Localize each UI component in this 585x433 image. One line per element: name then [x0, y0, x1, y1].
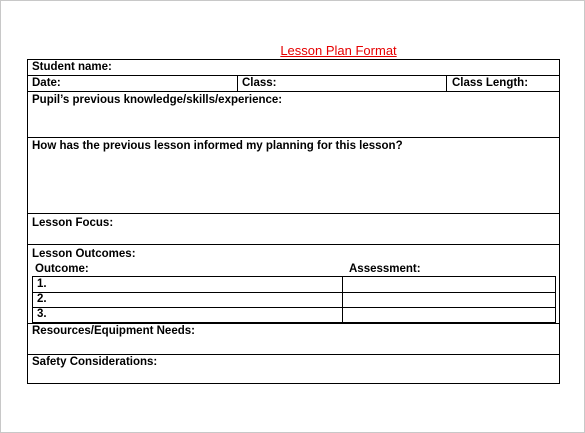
outcome-row	[33, 307, 555, 323]
outcome-row	[33, 292, 555, 308]
page-title: Lesson Plan Format	[280, 43, 397, 58]
outcome-number: 3.	[37, 308, 47, 320]
previous-lesson-row	[28, 138, 559, 214]
student-name-row	[28, 60, 559, 76]
lesson-plan-form	[27, 59, 560, 384]
lesson-outcomes-label: Lesson Outcomes:	[32, 248, 136, 260]
date-class-divider	[237, 76, 238, 91]
prior-knowledge-label: Pupil’s previous knowledge/skills/experience:	[32, 94, 283, 106]
outcome-assessment-divider	[342, 292, 343, 307]
outcome-header: Outcome:	[35, 263, 89, 275]
class-length-divider	[446, 76, 447, 91]
date-label: Date:	[32, 77, 61, 89]
outcome-row	[33, 277, 555, 293]
lesson-focus-label: Lesson Focus:	[32, 217, 114, 229]
outcomes-table	[32, 276, 556, 323]
lesson-outcomes-row	[28, 245, 559, 324]
class-label: Class:	[242, 77, 277, 89]
outcome-number: 1.	[37, 278, 47, 290]
resources-label: Resources/Equipment Needs:	[32, 325, 195, 337]
outcome-number: 2.	[37, 293, 47, 305]
class-length-label: Class Length:	[452, 77, 529, 89]
lesson-focus-row	[28, 214, 559, 245]
outcome-assessment-divider	[342, 277, 343, 292]
safety-label: Safety Considerations:	[32, 356, 158, 368]
date-class-row	[28, 76, 559, 92]
safety-row	[28, 355, 559, 383]
student-name-label: Student name:	[32, 61, 112, 73]
outcome-assessment-divider	[342, 307, 343, 323]
resources-row	[28, 324, 559, 355]
assessment-header: Assessment:	[349, 263, 421, 275]
prior-knowledge-row	[28, 92, 559, 138]
previous-lesson-label: How has the previous lesson informed my planning for this lesson?	[32, 140, 403, 152]
